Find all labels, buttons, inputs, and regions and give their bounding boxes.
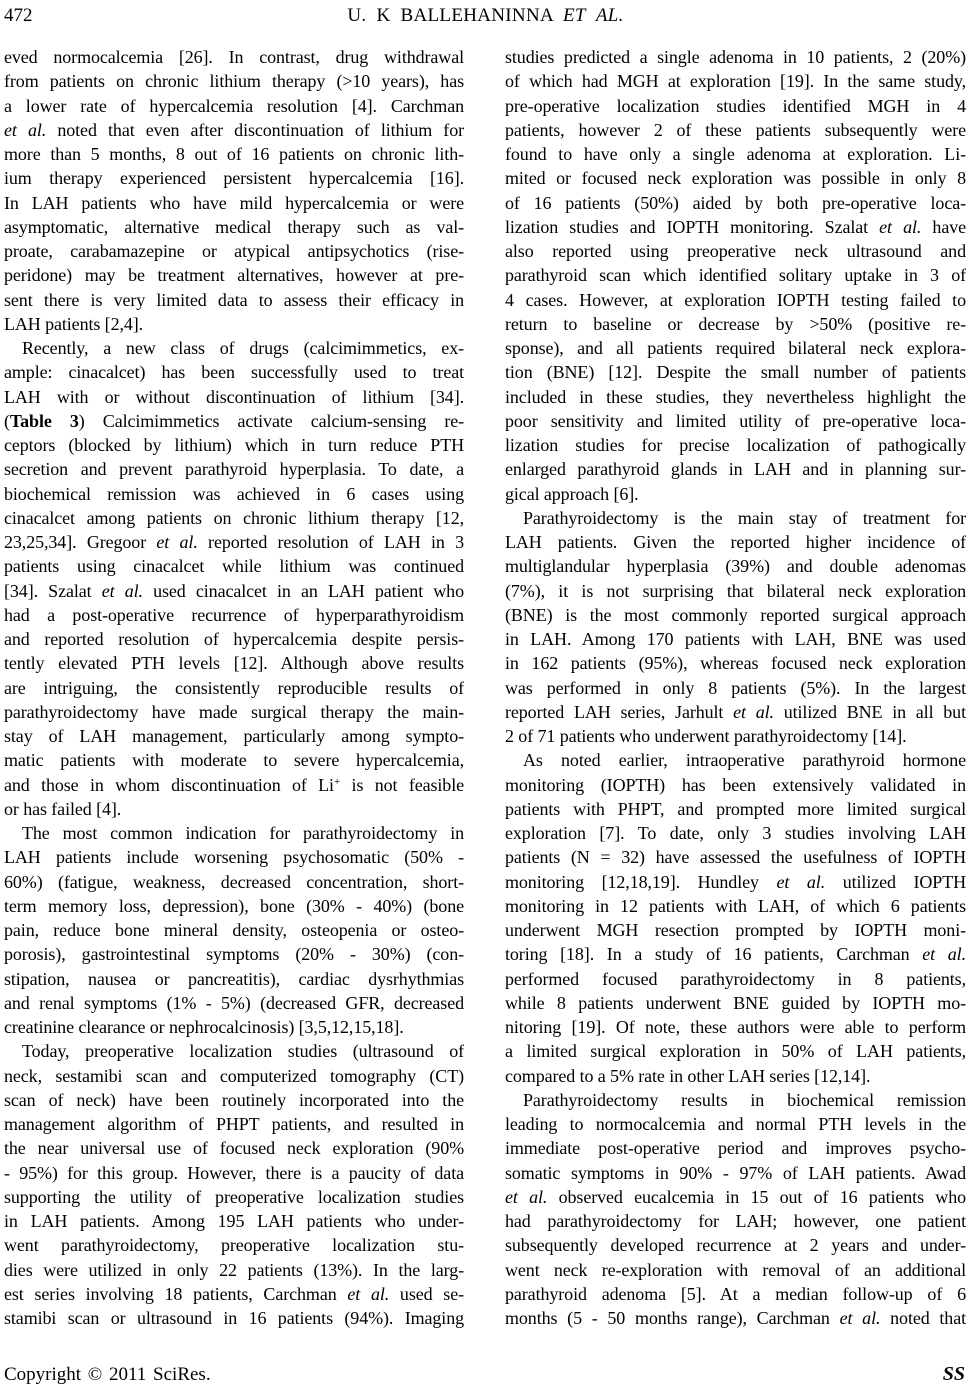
text-line: [4, 627, 464, 651]
text-segment: ample: cinacalcet) has been successfully used to treat: [4, 362, 464, 383]
text-segment: 2 of 71 patients who underwent parathyroidectomy [14].: [505, 726, 907, 746]
text-segment: Parathyroidectomy results in biochemical remission: [523, 1089, 966, 1110]
text-segment: ium therapy experienced persistent hypercalcemia [16].: [4, 168, 464, 189]
text-line: [4, 69, 464, 93]
text-line: [505, 530, 966, 554]
text-line: [4, 1209, 464, 1233]
text-segment: est series involving 18 patients, Carchman: [4, 1283, 348, 1304]
text-segment: 23,25,34]. Gregoor: [4, 532, 157, 552]
text-segment: monitoring in 12 patients with LAH, of which 6 patients: [505, 895, 966, 916]
text-segment: went neck re-exploration with removal of an additional: [505, 1259, 966, 1280]
text-segment: parathyroidectomy have made surgical therapy the main-: [4, 701, 464, 722]
text-segment: - 95%) for this group. However, there is a paucity of data: [4, 1162, 464, 1183]
text-segment: are intriguing, the consistently reproducible results of: [4, 677, 464, 698]
text-segment: patients using cinacalcet while lithium was continued: [4, 556, 464, 577]
text-segment: somatic symptoms in 90% - 97% of LAH patients. Awad: [505, 1162, 966, 1183]
text-segment: a lower rate of hypercalcemia resolution [4]. Carchman: [4, 95, 464, 116]
text-segment: cinacalcet among patients on chronic lithium therapy [12,: [4, 507, 464, 528]
text-line: [505, 1233, 966, 1257]
text-line: [4, 506, 464, 530]
text-line: [505, 894, 966, 918]
text-segment: (: [4, 410, 10, 431]
text-segment: sent there is very limited data to assess their efficacy in: [4, 289, 464, 310]
text-line: [4, 724, 464, 748]
text-line: [4, 870, 464, 894]
text-segment: secretion and prevent parathyroid hyperplasia. To date, a: [4, 459, 464, 480]
text-line: [4, 1136, 464, 1160]
text-segment: pain, reduce bone mineral density, osteopenia or osteo-: [4, 920, 464, 940]
text-line: [505, 1258, 966, 1282]
text-segment: peridone) may be treatment alternatives, however at pre-: [4, 265, 464, 286]
text-line: [4, 263, 464, 287]
text-segment: parathyroid scan which identified solitary uptake in 3 of: [505, 265, 966, 286]
text-line: [505, 457, 966, 481]
text-segment: patients, however 2 of these patients subsequently were: [505, 119, 966, 140]
text-segment: ceptors (blocked by lithium) which in turn reduce PTH: [4, 435, 464, 455]
text-line: [4, 651, 464, 675]
text-segment: compared to a 5% rate in other LAH series [12,14].: [505, 1065, 871, 1086]
text-segment: underwent MGH resection prompted by IOPTH moni-: [505, 920, 966, 940]
text-segment: and reported resolution of hypercalcemia despite persis-: [4, 629, 464, 649]
text-segment: enlarged parathyroid glands in LAH and in planning sur-: [505, 459, 966, 480]
paragraph: [505, 506, 966, 749]
text-line: [4, 191, 464, 215]
text-line: [505, 482, 966, 506]
text-line: [4, 409, 464, 433]
text-line: [4, 239, 464, 263]
text-segment: LAH patients. Given the reported higher incidence of: [505, 532, 966, 552]
text-segment: AL.: [595, 5, 624, 26]
text-line: [505, 942, 966, 966]
text-line: [505, 312, 966, 336]
text-line: [505, 288, 966, 312]
text-segment: The most common indication for parathyroidectomy in: [22, 823, 464, 843]
text-line: [505, 45, 966, 69]
text-line: [505, 700, 966, 724]
text-segment: asymptomatic, alternative medical therapy such as val-: [4, 216, 464, 237]
text-segment: reported LAH series, Jarhult: [505, 701, 734, 722]
text-segment: gical approach [6].: [505, 483, 639, 504]
text-line: [4, 1064, 464, 1088]
text-line: [505, 118, 966, 142]
text-segment: lization studies and IOPTH monitoring. Szalat: [505, 216, 880, 237]
text-segment: stipation, nausea or pancreatitis), cardiac dysrhythmias: [4, 968, 464, 989]
text-line: [4, 676, 464, 700]
text-segment: utilized BNE in all but: [773, 701, 966, 722]
text-segment: more than 5 months, 8 out of 16 patients on chronic lith-: [4, 144, 464, 164]
text-line: [505, 603, 966, 627]
text-line: [4, 142, 464, 166]
text-segment: dies were utilized in only 22 patients (13%). In the larg-: [4, 1259, 464, 1280]
text-segment: in 162 patients (95%), whereas focused neck exploration: [505, 653, 966, 674]
text-segment: patients with PHPT, and prompted more limited surgical: [505, 798, 966, 819]
text-line: [505, 724, 966, 748]
text-segment: [34]. Szalat: [4, 580, 102, 601]
text-segment: poor sensitivity and limited utility of pre-operative loca-: [505, 410, 966, 431]
text-segment: reported resolution of LAH in 3: [197, 532, 464, 552]
text-line: [505, 1306, 966, 1330]
text-line: [505, 1282, 966, 1306]
text-line: [505, 385, 966, 409]
text-segment: et al.: [347, 1283, 390, 1304]
text-segment: pre-operative localization studies identified MGH in 4: [505, 95, 966, 116]
text-line: [4, 1039, 464, 1063]
text-segment: while 8 patients underwent BNE guided by IOPTH mo-: [505, 992, 966, 1013]
text-line: [4, 312, 464, 336]
text-line: [505, 1161, 966, 1185]
text-line: [505, 1185, 966, 1209]
text-line: [4, 579, 464, 603]
footer-copyright: Copyright © 2011 SciRes.: [4, 1364, 211, 1385]
text-segment: months (5 - 50 months range), Carchman: [505, 1308, 840, 1328]
text-line: [505, 773, 966, 797]
text-segment: et al.: [839, 1308, 881, 1328]
text-segment: sponse), and all patients required bilateral neck explora-: [505, 338, 966, 358]
text-line: [505, 1088, 966, 1112]
text-segment: immediate post-operative period and improves psycho-: [505, 1138, 966, 1159]
text-segment: supporting the utility of preoperative localization studies: [4, 1186, 464, 1207]
text-segment: used se-: [389, 1283, 464, 1304]
text-segment: creatinine clearance or nephrocalcinosis) [3,5,12,15,18].: [4, 1017, 404, 1037]
text-line: [4, 967, 464, 991]
text-segment: ET: [563, 5, 586, 26]
text-line: [4, 1161, 464, 1185]
text-segment: performed focused parathyroidectomy in 8 patients,: [505, 968, 966, 989]
text-segment: LAH patients include worsening psychosomatic (50% -: [4, 847, 464, 868]
text-line: [4, 336, 464, 360]
text-line: [505, 845, 966, 869]
text-segment: noted that: [880, 1308, 966, 1328]
paragraph: [505, 45, 966, 506]
text-segment: (7%), it is not surprising that bilateral neck exploration: [505, 580, 966, 601]
text-segment: et al.: [4, 119, 47, 140]
text-line: [505, 627, 966, 651]
text-segment: neck, sestamibi scan and computerized tomography (CT): [4, 1065, 464, 1086]
text-line: [4, 215, 464, 239]
text-segment: U. K BALLEHANINNA: [347, 5, 563, 26]
text-line: [4, 700, 464, 724]
text-segment: used cinacalcet in an LAH patient who: [142, 580, 464, 601]
text-line: [4, 166, 464, 190]
text-segment: Today, preoperative localization studies (ultrasound of: [22, 1041, 464, 1062]
text-segment: [586, 5, 596, 26]
text-segment: 60%) (fatigue, weakness, decreased concentration, short-: [4, 871, 464, 892]
text-line: [4, 1282, 464, 1306]
text-line: [4, 1306, 464, 1330]
text-line: [4, 554, 464, 578]
text-segment: had a post-operative recurrence of hyperparathyroidism: [4, 604, 464, 625]
text-segment: biochemical remission was achieved in 6 cases using: [4, 483, 464, 504]
text-segment: had parathyroidectomy for LAH; however, one patient: [505, 1211, 966, 1231]
text-line: [505, 409, 966, 433]
right-column: [505, 45, 966, 1330]
text-line: [505, 94, 966, 118]
text-line: [505, 797, 966, 821]
text-line: [505, 263, 966, 287]
text-segment: et al.: [879, 216, 922, 237]
text-segment: (BNE) is the most commonly reported surgical approach: [505, 604, 966, 625]
text-segment: scan of neck) have been routinely incorporated into the: [4, 1089, 464, 1110]
text-segment: in LAH patients. Among 195 LAH patients who under-: [4, 1211, 464, 1231]
text-segment: exploration [7]. To date, only 3 studies involving LAH: [505, 823, 966, 843]
text-line: [505, 336, 966, 360]
paragraph: [4, 45, 464, 336]
text-line: [4, 748, 464, 772]
text-segment: patients (N = 32) have assessed the usefulness of IOPTH: [505, 847, 966, 868]
text-segment: also reported using preoperative neck ultrasound and: [505, 241, 966, 261]
paragraph: [4, 1039, 464, 1330]
text-line: [4, 482, 464, 506]
text-line: [4, 894, 464, 918]
text-segment: porosis), gastrointestinal symptoms (20% - 30%) (con-: [4, 944, 464, 965]
text-line: [505, 1112, 966, 1136]
running-head: [0, 5, 971, 27]
text-line: [505, 239, 966, 263]
text-line: [4, 845, 464, 869]
text-segment: stay of LAH management, particularly among sympto-: [4, 726, 464, 746]
text-segment: Parathyroidectomy is the main stay of treatment for: [523, 507, 966, 528]
text-segment: proate, carabamazepine or atypical antipsychotics (rise-: [4, 241, 464, 261]
text-segment: +: [333, 775, 341, 788]
text-segment: matic patients with moderate to severe hypercalcemia,: [4, 750, 464, 771]
text-segment: et al.: [776, 871, 826, 892]
text-segment: observed eucalcemia in 15 out of 16 patients who: [547, 1186, 966, 1207]
paragraph: [505, 748, 966, 1088]
text-segment: tently elevated PTH levels [12]. Although above results: [4, 653, 464, 674]
text-line: [4, 1112, 464, 1136]
text-line: [4, 94, 464, 118]
text-segment: lization studies for precise localization of pathogically: [505, 435, 966, 455]
text-segment: went parathyroidectomy, preoperative localization stu-: [4, 1235, 464, 1256]
text-segment: subsequently developed recurrence at 2 years and under-: [505, 1235, 966, 1256]
text-segment: and renal symptoms (1% - 5%) (decreased GFR, decreased: [4, 992, 464, 1013]
text-segment: stamibi scan or ultrasound in 16 patients (94%). Imaging: [4, 1308, 464, 1328]
footer-journal-abbrev: SS: [942, 1363, 965, 1385]
text-segment: noted that even after discontinuation of lithium for: [46, 119, 464, 140]
text-line: [505, 69, 966, 93]
text-line: [505, 506, 966, 530]
text-segment: studies predicted a single adenoma in 10 patients, 2 (20%): [505, 47, 966, 67]
text-line: [4, 433, 464, 457]
text-segment: term memory loss, depression), bone (30% - 40%) (bone: [4, 895, 464, 916]
paragraph: [4, 336, 464, 821]
text-line: [4, 118, 464, 142]
text-segment: Recently, a new class of drugs (calcimimmetics, ex-: [22, 338, 464, 358]
text-segment: Table 3: [9, 410, 79, 431]
paragraph: [505, 1088, 966, 1331]
text-segment: in LAH. Among 170 patients with LAH, BNE was used: [505, 629, 966, 649]
text-line: [4, 603, 464, 627]
text-line: [505, 579, 966, 603]
text-segment: et al.: [505, 1186, 548, 1207]
text-line: [4, 288, 464, 312]
text-line: [4, 1233, 464, 1257]
text-segment: was performed in only 8 patients (5%). In the largest: [505, 677, 966, 698]
text-segment: have: [921, 216, 966, 237]
text-line: [4, 1258, 464, 1282]
text-segment: parathyroid adenoma [5]. At a median follow-up of 6: [505, 1283, 966, 1304]
text-segment: tion (BNE) [12]. Despite the small number of patients: [505, 362, 966, 383]
text-line: [505, 967, 966, 991]
text-line: [4, 530, 464, 554]
text-segment: multiglandular hyperplasia (39%) and double adenomas: [505, 556, 966, 577]
text-segment: monitoring [12,18,19]. Hundley: [505, 871, 777, 892]
text-segment: from patients on chronic lithium therapy (>10 years), has: [4, 71, 464, 92]
text-line: [4, 360, 464, 384]
text-line: [4, 1088, 464, 1112]
text-segment: found to have only a single adenoma at exploration. Li-: [505, 144, 966, 164]
text-segment: toring [18]. In a study of 16 patients, Carchman: [505, 944, 923, 965]
text-line: [4, 797, 464, 821]
text-line: [505, 1209, 966, 1233]
text-segment: et al.: [101, 580, 143, 601]
text-segment: et al.: [733, 701, 774, 722]
text-segment: included in these studies, they nevertheless highlight the: [505, 386, 966, 407]
text-line: [505, 676, 966, 700]
text-segment: management algorithm of PHPT patients, and resulted in: [4, 1114, 464, 1134]
text-line: [505, 651, 966, 675]
text-line: [505, 1015, 966, 1039]
text-segment: nitoring [19]. Of note, these authors were able to perform: [505, 1017, 966, 1037]
text-segment: 4 cases. However, at exploration IOPTH testing failed to: [505, 289, 966, 310]
text-line: [505, 142, 966, 166]
text-line: [505, 748, 966, 772]
text-line: [505, 433, 966, 457]
text-line: [505, 554, 966, 578]
page-number: 472: [4, 5, 33, 26]
text-segment: mited or focused neck exploration was possible in only 8: [505, 168, 966, 189]
left-column: [4, 45, 464, 1330]
text-line: [505, 991, 966, 1015]
text-line: [505, 1064, 966, 1088]
text-line: [505, 215, 966, 239]
text-segment: LAH with or without discontinuation of lithium [34].: [4, 386, 464, 407]
text-segment: of which had MGH at exploration [19]. In the same study,: [505, 71, 966, 92]
text-segment: is not feasible: [340, 774, 464, 795]
text-segment: ) Calcimimmetics activate calcium-sensing re-: [78, 410, 464, 431]
text-line: [4, 918, 464, 942]
text-segment: return to baseline or decrease by >50% (positive re-: [505, 313, 966, 334]
text-line: [505, 360, 966, 384]
text-line: [4, 1185, 464, 1209]
text-segment: et al.: [156, 532, 198, 552]
text-line: [505, 918, 966, 942]
text-segment: LAH patients [2,4].: [4, 313, 144, 334]
text-line: [505, 1136, 966, 1160]
text-segment: eved normocalcemia [26]. In contrast, drug withdrawal: [4, 47, 464, 67]
text-line: [505, 166, 966, 190]
text-segment: and those in whom discontinuation of Li: [4, 774, 334, 795]
text-segment: monitoring (IOPTH) has been extensively validated in: [505, 774, 966, 795]
text-line: [505, 870, 966, 894]
text-segment: As noted earlier, intraoperative parathyroid hormone: [523, 750, 966, 771]
text-line: [4, 942, 464, 966]
text-line: [505, 821, 966, 845]
text-segment: In LAH patients who have mild hypercalcemia or were: [4, 192, 464, 213]
text-line: [4, 385, 464, 409]
text-line: [4, 457, 464, 481]
text-line: [4, 991, 464, 1015]
text-segment: et al.: [922, 944, 966, 965]
text-segment: or has failed [4].: [4, 798, 122, 819]
text-line: [505, 1039, 966, 1063]
text-line: [505, 191, 966, 215]
text-line: [4, 773, 464, 797]
text-line: [4, 821, 464, 845]
text-line: [4, 1015, 464, 1039]
text-segment: utilized IOPTH: [825, 871, 966, 892]
paragraph: [4, 821, 464, 1039]
text-segment: leading to normocalcemia and normal PTH levels in the: [505, 1114, 966, 1134]
text-segment: a limited surgical exploration in 50% of LAH patients,: [505, 1041, 966, 1062]
text-segment: the near universal use of focused neck exploration (90%: [4, 1138, 464, 1159]
text-line: [4, 45, 464, 69]
text-segment: of 16 patients (50%) aided by both pre-operative loca-: [505, 192, 966, 213]
